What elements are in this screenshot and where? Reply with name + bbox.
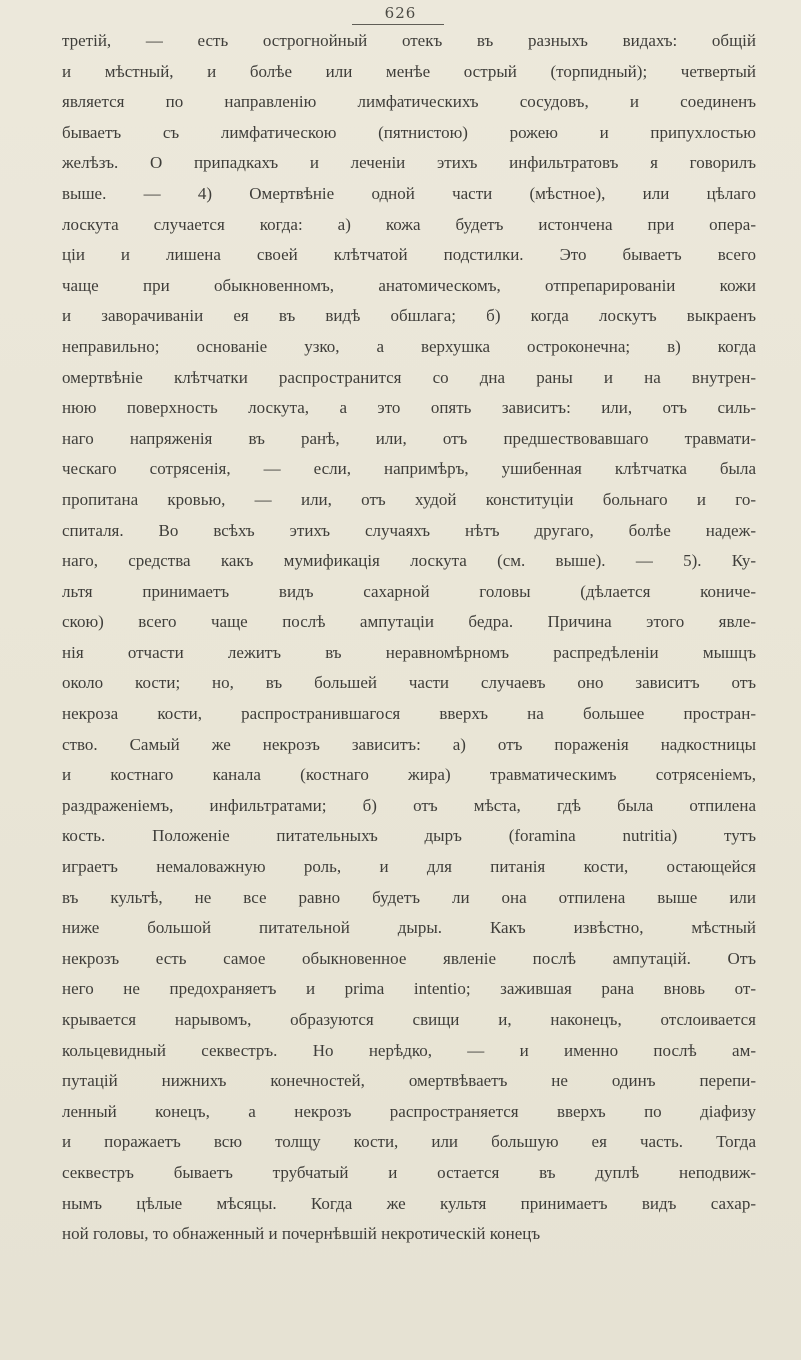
text-line: кость. Положеніе питательныхъ дыръ (foramina nutritia) тутъ (62, 826, 756, 846)
text-line: скою) всего чаще послѣ ампутаціи бедра. Причина этого явле- (62, 612, 756, 632)
page-number-rule (352, 24, 444, 25)
text-line: него не предохраняетъ и prima intentio; зажившая рана вновь от- (62, 979, 756, 999)
text-line: ленный конецъ, а некрозъ распространяется вверхъ по діафизу (62, 1101, 756, 1121)
text-line: ство. Самый же некрозъ зависитъ: а) отъ пораженія надкостницы (62, 734, 756, 754)
body-text (62, 26, 756, 1250)
text-line: въ культѣ, не все равно будетъ ли она отпилена выше или (62, 887, 756, 907)
text-line: и заворачиваніи ея въ видѣ обшлага; б) когда лоскутъ выкраенъ (62, 306, 756, 326)
text-line: около кости; но, въ большей части случаевъ оно зависитъ отъ (62, 673, 756, 693)
page-number: 626 (384, 4, 417, 22)
text-line: путацій нижнихъ конечностей, омертвѣваетъ не одинъ перепи- (62, 1071, 756, 1091)
text-line: спиталя. Во всѣхъ этихъ случаяхъ нѣтъ другаго, болѣе надеж- (62, 520, 756, 540)
text-line: нымъ цѣлые мѣсяцы. Когда же культя принимаетъ видъ сахар- (62, 1193, 756, 1213)
text-line: ціи и лишена своей клѣтчатой подстилки. Это бываетъ всего (62, 245, 756, 265)
text-line: раздраженіемъ, инфильтратами; б) отъ мѣста, гдѣ была отпилена (62, 795, 756, 815)
text-line: ниже большой питательной дыры. Какъ извѣстно, мѣстный (62, 918, 756, 938)
text-line: желѣзъ. О припадкахъ и леченіи этихъ инфильтратовъ я говорилъ (62, 153, 756, 173)
text-line: ческаго сотрясенія, — если, напримѣръ, ушибенная клѣтчатка была (62, 459, 756, 479)
text-line: чаще при обыкновенномъ, анатомическомъ, отпрепарированіи кожи (62, 275, 756, 295)
text-line: пропитана кровью, — или, отъ худой конституціи больнаго и го- (62, 489, 756, 509)
text-line: и костнаго канала (костнаго жира) травматическимъ сотрясеніемъ, (62, 765, 756, 785)
text-line: нія отчасти лежитъ въ неравномѣрномъ распредѣленіи мышцъ (62, 642, 756, 662)
text-line: некрозъ есть самое обыкновенное явленіе послѣ ампутацій. Отъ (62, 948, 756, 968)
text-line: некроза кости, распространившагося вверхъ на большее простран- (62, 704, 756, 724)
text-line: выше. — 4) Омертвѣніе одной части (мѣстное), или цѣлаго (62, 183, 756, 203)
text-line: играетъ немаловажную роль, и для питанія кости, остающейся (62, 857, 756, 877)
text-line: наго, средства какъ мумификація лоскута (см. выше). — 5). Ку- (62, 551, 756, 571)
text-line: омертвѣніе клѣтчатки распространится со дна раны и на внутрен- (62, 367, 756, 387)
text-line: неправильно; основаніе узко, а верхушка остроконечна; в) когда (62, 336, 756, 356)
text-line: лоскута случается когда: а) кожа будетъ истончена при опера- (62, 214, 756, 234)
text-line: и поражаетъ всю толщу кости, или большую ея часть. Тогда (62, 1132, 756, 1152)
text-line: нюю поверхность лоскута, а это опять зависитъ: или, отъ силь- (62, 398, 756, 418)
text-line: бываетъ съ лимфатическою (пятнистою) рожею и припухлостью (62, 122, 756, 142)
text-line: и мѣстный, и болѣе или менѣе острый (торпидный); четвертый (62, 61, 756, 81)
text-line: третій, — есть острогнойный отекъ въ разныхъ видахъ: общій (62, 31, 756, 50)
text-line: секвестръ бываетъ трубчатый и остается въ дуплѣ неподвиж- (62, 1162, 756, 1182)
text-line: кольцевидный секвестръ. Но нерѣдко, — и именно послѣ ам- (62, 1040, 756, 1060)
text-line: крывается нарывомъ, образуются свищи и, наконецъ, отслоивается (62, 1010, 756, 1029)
text-line: ной головы, то обнаженный и почернѣвшій некротическій конецъ (62, 1224, 541, 1244)
text-line: является по направленію лимфатическихъ сосудовъ, и соединенъ (62, 92, 756, 112)
text-line: льтя принимаетъ видъ сахарной головы (дѣлается кониче- (62, 581, 756, 601)
text-line: наго напряженія въ ранѣ, или, отъ предшествовавшаго травмати- (62, 428, 756, 448)
